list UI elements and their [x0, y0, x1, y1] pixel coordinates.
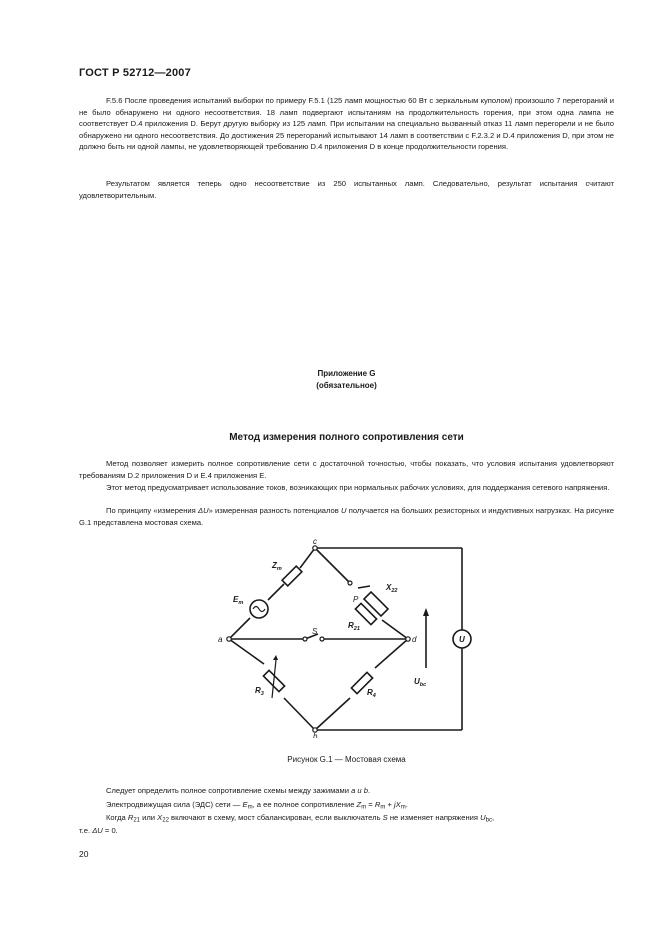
switch-s-contact-2	[320, 637, 324, 641]
wire-d-r4	[375, 639, 408, 668]
switch-p-contact	[348, 581, 352, 585]
label-em: $E_m$	[233, 595, 244, 606]
method-paragraph-1: Метод позволяет измерить полное сопротивление сети с достаточной точностью, чтобы показать, что условия испытания удовлетворяют требованиям D.2 приложения D и E.4 приложения E.	[79, 459, 614, 480]
figure-caption: Рисунок G.1 — Мостовая схема	[287, 755, 406, 764]
label-x22: $X_{22}$	[386, 583, 398, 594]
node-d	[406, 637, 410, 641]
node-a	[227, 637, 231, 641]
switch-s-contact	[303, 637, 307, 641]
bridge-circuit-diagram	[200, 538, 490, 738]
label-node-b: b	[313, 732, 318, 738]
label-s: S	[312, 627, 318, 636]
intro-paragraph-1: F.5.6 После проведения испытаний выборки по примеру F.5.1 (125 ламп мощностью 60 Вт с зеркальным куполом) произошло 7 перегораний и не было обнаружено ни одного несоответствия. 18 ламп подвергают испытаниям на продолжительность горения, при этом одна лампа не соответствует D.4 приложения D. Берут другую выборку из 125 ламп. При испытании на специально вызванный отказ 11 ламп перегорели и не было обнаружено ни одного несоответствия. До достижения 25 перегораний испытывают 14 ламп в соответствии с F.2.3.2 и D.4 приложения D, при этом не должно быть ни одной лампы, не удовлетворяющей требованию D.4 приложения D в конце продолжительности горения.	[79, 96, 614, 152]
wire-r4-b	[315, 698, 350, 730]
method-paragraph-2: Этот метод предусматривает использование токов, возникающих при нормальных рабочих условиях, для поддержания сетевого напряжения.	[106, 483, 610, 492]
label-r3: $R_3$	[255, 686, 264, 697]
intro-paragraph-2: Результатом является теперь одно несоответствие из 250 испытанных ламп. Следовательно, результат испытания считают удовлетворительным.	[79, 179, 614, 200]
label-r21: $R_{21}$	[348, 621, 360, 632]
page-number: 20	[79, 849, 89, 859]
wire-a-r3	[229, 639, 264, 664]
after-line-2: Электродвижущая сила (ЭДС) сети — $E_m$, а ее полное сопротивление $Z_m = R_m + jX_m$.	[106, 800, 408, 811]
document-header: ГОСТ Р 52712—2007	[79, 67, 191, 79]
after-line-3: Когда $R_{21}$ или $X_{22}$ включают в схему, мост сбалансирован, если выключатель S не изменяет напряжения $U_{bc}$,	[106, 813, 495, 824]
label-node-c: c	[313, 538, 317, 546]
wire-switch-arm	[358, 586, 370, 588]
label-p: P	[353, 595, 359, 604]
wire-em-zm	[268, 584, 284, 600]
after-line-1: Следует определить полное сопротивление схемы между зажимами a и b.	[106, 786, 371, 795]
after-line-4: т.е. ΔU = 0.	[79, 826, 118, 835]
appendix-status: (обязательное)	[316, 381, 377, 390]
zm-resistor	[282, 566, 302, 586]
node-c	[313, 546, 317, 550]
wire-a-em	[229, 618, 250, 639]
label-u: U	[459, 635, 465, 644]
appendix-title: Приложение G	[317, 369, 376, 378]
label-node-a: a	[218, 635, 223, 644]
label-node-d: d	[412, 635, 417, 644]
r3-arrow-head-icon	[273, 655, 278, 660]
wire-c-switch	[315, 548, 350, 583]
method-paragraph-3: По принципу «измерения ΔU» измеренная разность потенциалов U получается на больших резисторных и индуктивных нагрузках. На рисунке G.1 представлена мостовая схема.	[79, 506, 615, 527]
section-title: Метод измерения полного сопротивления сети	[229, 432, 464, 443]
wire-r3-b	[284, 698, 315, 730]
wire-x22-d	[382, 620, 408, 639]
label-r4: $R_4$	[367, 688, 376, 699]
label-ubc: $U_{bc}$	[414, 677, 427, 688]
wire-zm-c	[300, 548, 315, 568]
label-zm: $Z_m$	[272, 561, 282, 572]
ubc-arrow-head-icon	[423, 608, 429, 616]
